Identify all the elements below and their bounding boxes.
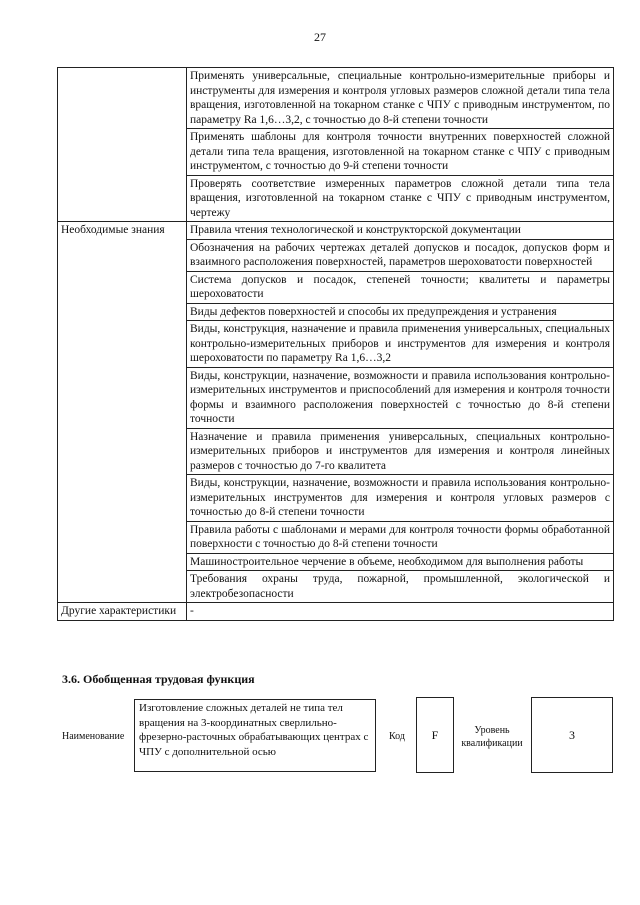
table-row (58, 222, 614, 240)
table-cell: Система допусков и посадок, степеней точности; квалитеты и параметры шероховатости (187, 271, 614, 303)
section-title: 3.6. Обобщенная трудовая функция (62, 672, 255, 686)
empty-label-cell (58, 129, 187, 176)
table-cell: Виды, конструкция, назначение и правила применения универсальных, специальных контрольно-измерительных приборов и инструментов для измерения и контроля шероховатости по параметру Ra 1,6…3,2 (187, 321, 614, 368)
table-cell: Требования охраны труда, пожарной, промышленной, экологической и электробезопасности (187, 571, 614, 603)
table-cell: Виды дефектов поверхностей и способы их предупреждения и устранения (187, 303, 614, 321)
table-cell: Виды, конструкции, назначение, возможности и правила использования контрольно-измерительных инструментов и приспособлений для измерения и контроля точности формы и взаимного расположения поверхностей с точностью до 8-й степени точности (187, 367, 614, 428)
page-number: 27 (314, 30, 326, 44)
knowledge-label: Необходимые знания (58, 222, 187, 603)
table-cell: Применять универсальные, специальные контрольно-измерительные приборы и инструменты для измерения и контроля угловых размеров сложной детали типа тела вращения, изготовленной на токарном станке с ЧПУ с приводным инструментом, по параметру Ra 1,6…3,2, с точностью до 8-й степени точности (187, 68, 614, 129)
table-cell: Машиностроительное черчение в объеме, необходимом для выполнения работы (187, 553, 614, 571)
table-cell: Проверять соответствие измеренных параметров сложной детали типа тела вращения, изготовленной на токарном станке с ЧПУ с приводным инструментом, чертежу (187, 175, 614, 222)
other-characteristics-label: Другие характеристики (58, 603, 187, 621)
table-row (58, 175, 614, 222)
name-box: Изготовление сложных деталей не типа тел вращения на 3-координатных сверлильно-фрезерно-расточных обрабатывающих центрах с ЧПУ с дополнительной осью (134, 699, 376, 772)
table-cell: Назначение и правила применения универсальных, специальных контрольно-измерительных приборов и инструментов для измерения и контроля линейных размеров с точностью до 7-го квалитета (187, 428, 614, 475)
table-cell: Правила чтения технологической и конструкторской документации (187, 222, 614, 240)
code-box: F (416, 697, 454, 773)
table-cell: Применять шаблоны для контроля точности внутренних поверхностей сложной детали типа тела вращения, изготовленной на токарном станке с ЧПУ с приводным инструментом, с точностью до 9-й степени точности (187, 129, 614, 176)
qualification-level-label: Уровень квалификации (461, 725, 523, 749)
table-cell: Виды, конструкции, назначение, возможности и правила использования контрольно-измерительных инструментов для измерения и контроля угловых размеров с точностью до 8-й степени точности (187, 475, 614, 522)
skills-knowledge-table (57, 67, 614, 621)
table-cell: Обозначения на рабочих чертежах деталей допусков и посадок, допусков форм и взаимного расположения поверхностей, параметров шероховатости поверхностей (187, 239, 614, 271)
qualification-level-box: 3 (531, 697, 613, 773)
code-label: Код (389, 731, 405, 742)
empty-label-cell (58, 175, 187, 222)
table-cell: Правила работы с шаблонами и мерами для контроля точности формы обработанной поверхности с точностью до 8-й степени точности (187, 521, 614, 553)
table-row (58, 603, 614, 621)
empty-label-cell (58, 68, 187, 129)
other-characteristics-value: - (187, 603, 614, 621)
table-row (58, 129, 614, 176)
table-row (58, 68, 614, 129)
name-label: Наименование (62, 731, 125, 742)
